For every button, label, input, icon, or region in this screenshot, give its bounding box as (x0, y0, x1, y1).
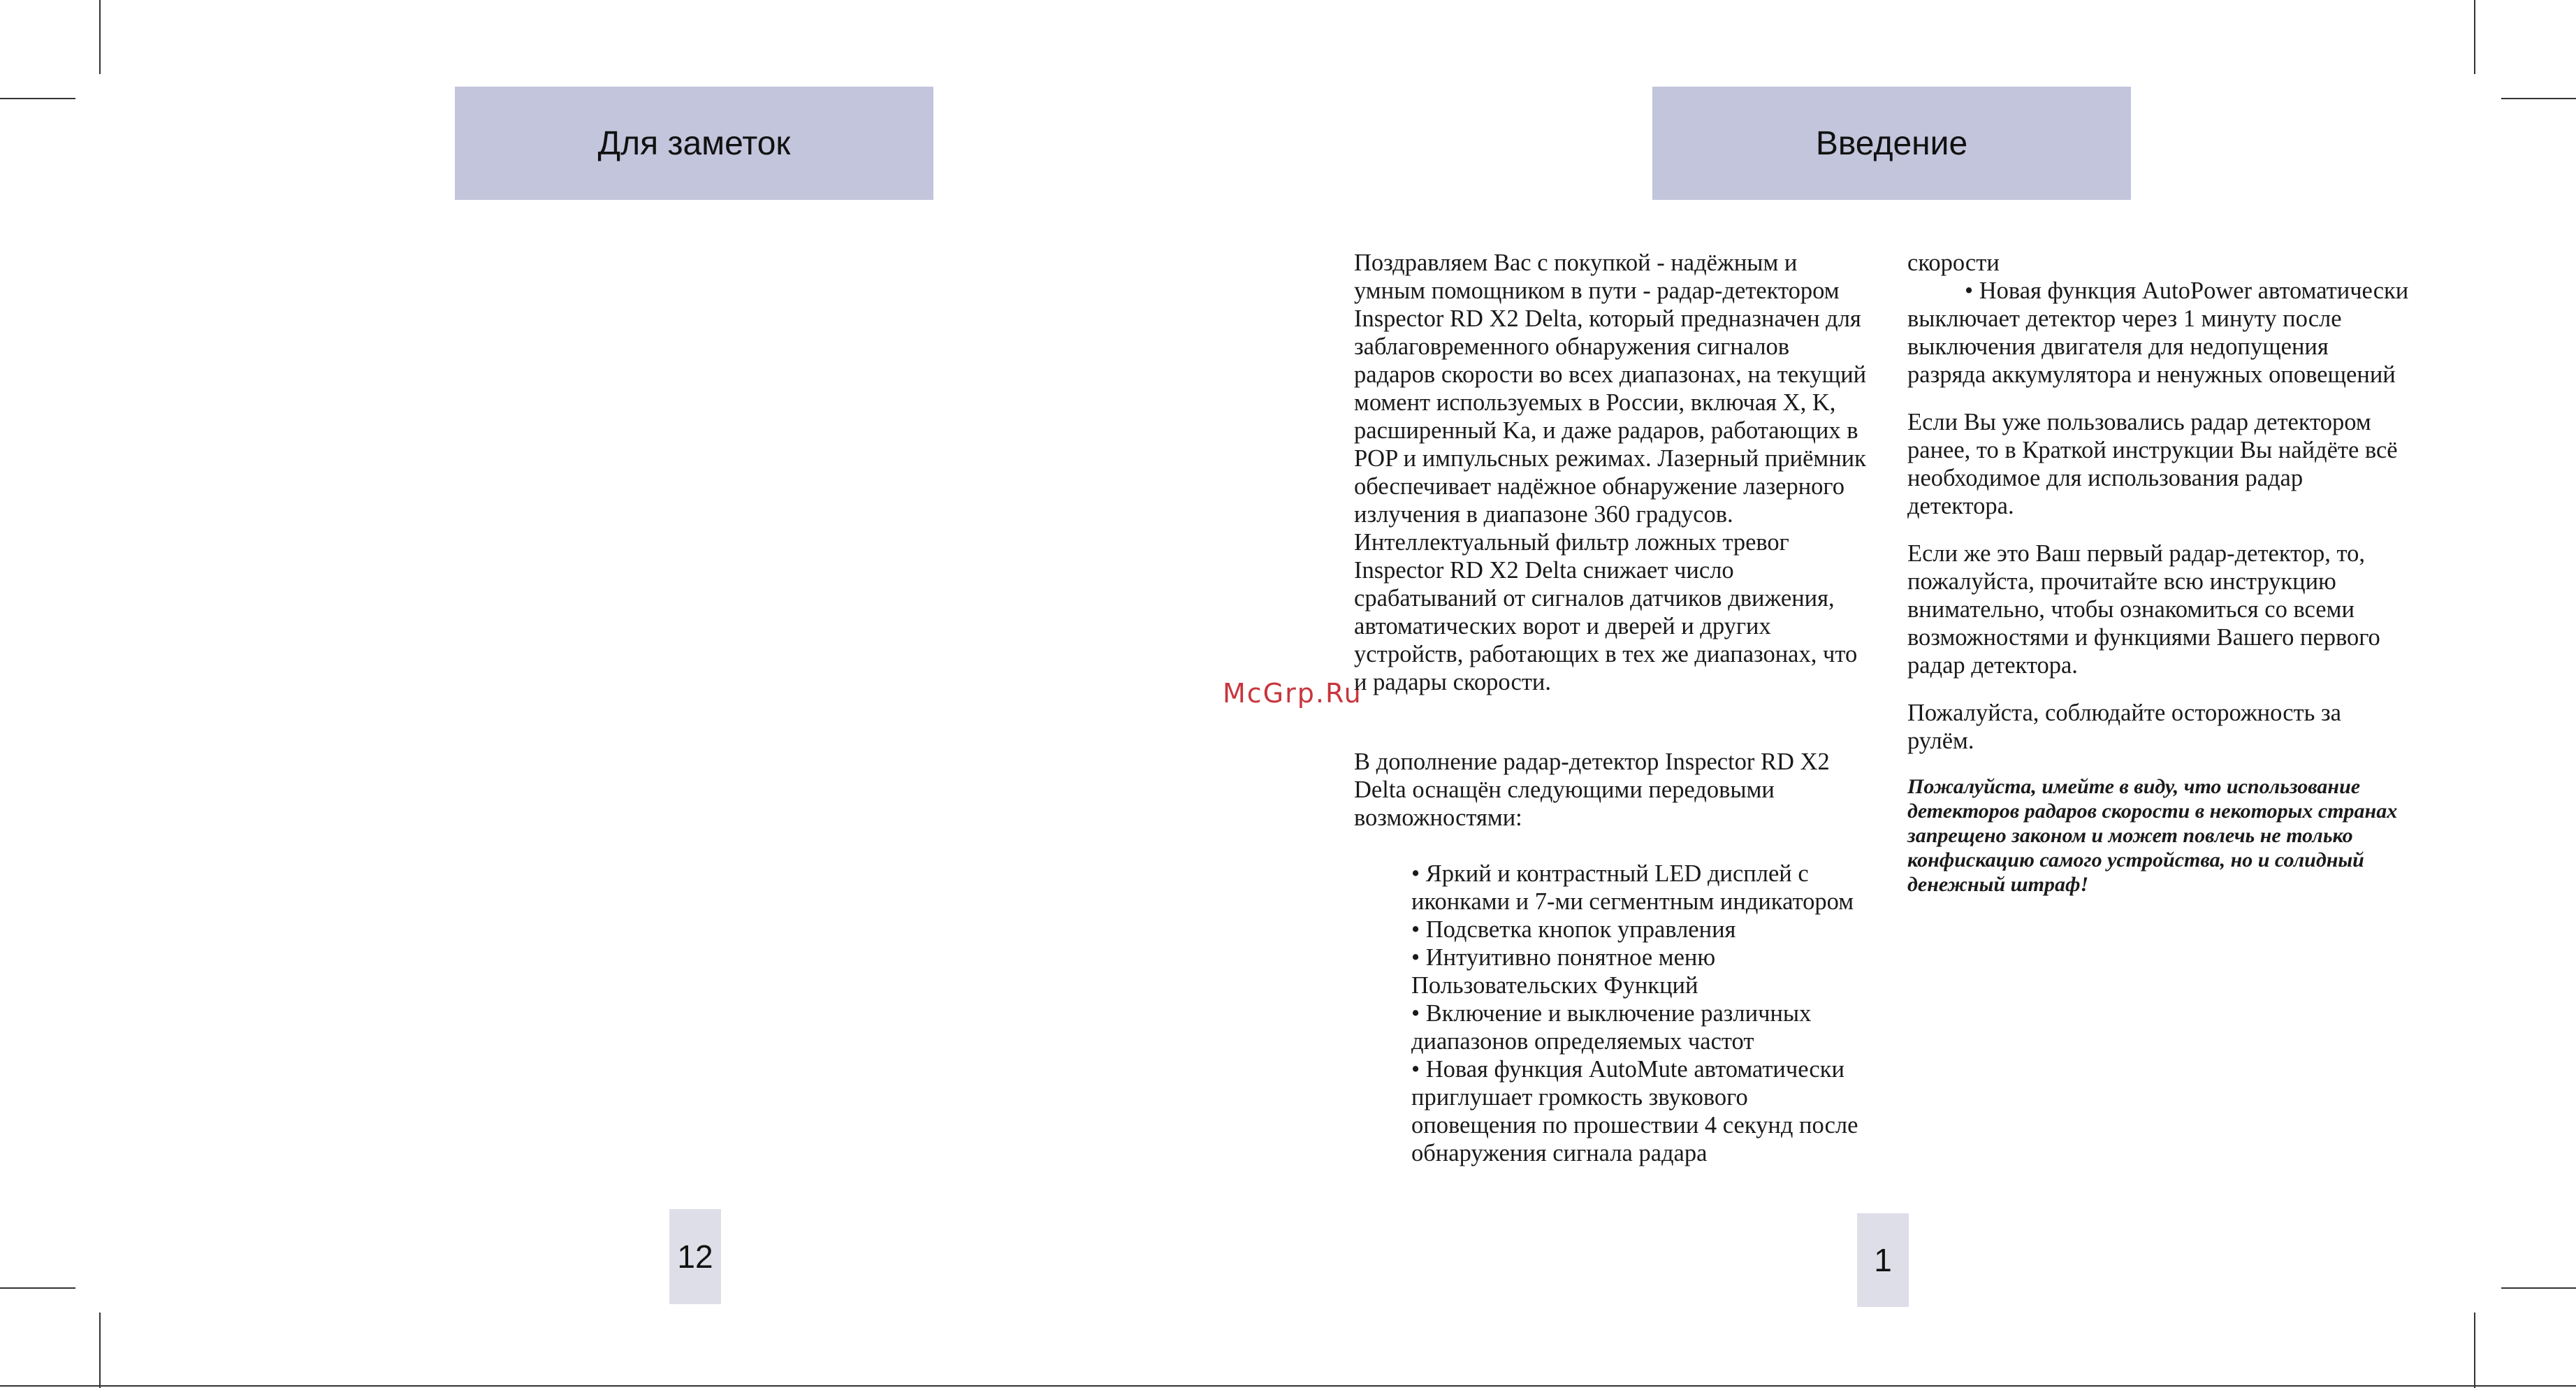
features-intro-paragraph: В дополнение радар-детектор Inspector RD X2 Delta оснащён следующими передовыми возможностями: (1354, 749, 1830, 831)
crop-mark-top-right-horizontal (2501, 98, 2576, 99)
crop-mark-bottom-left-vertical (99, 1313, 101, 1388)
left-page-header: Для заметок (455, 87, 933, 200)
right-page-column-1 (1354, 249, 1875, 1167)
feature-item: • Яркий и контрастный LED дисплей с иконками и 7-ми сегментным индикатором (1411, 860, 1875, 916)
crop-mark-bottom-right-horizontal (2501, 1287, 2576, 1289)
page-bottom-rule (0, 1385, 2576, 1387)
careful-paragraph: Пожалуйста, соблюдайте осторожность за рулём. (1907, 700, 2341, 754)
right-page-header: Введение (1652, 87, 2131, 200)
crop-mark-bottom-right-vertical (2474, 1313, 2475, 1388)
crop-mark-top-left-vertical (99, 0, 101, 74)
features-list (1411, 860, 1875, 1167)
feature-item: • Новая функция AutoMute автоматически приглушает громкость звукового оповещения по прошествии 4 секунд после обнаружения сигнала радара (1411, 1055, 1875, 1167)
crop-mark-top-right-vertical (2474, 0, 2475, 74)
used-before-paragraph: Если Вы уже пользовались радар детектором ранее, то в Краткой инструкции Вы найдёте всё необходимое для использования радар детектора. (1907, 409, 2398, 519)
feature-item: • Интуитивно понятное меню Пользовательских Функций (1411, 944, 1875, 999)
feature-item: • Подсветка кнопок управления (1411, 916, 1875, 944)
crop-mark-bottom-left-horizontal (0, 1287, 75, 1289)
first-time-paragraph: Если же это Ваш первый радар-детектор, то, пожалуйста, прочитайте всю инструкцию внимательно, чтобы ознакомиться со всеми возможностями и функциями Вашего первого радар детектора. (1907, 540, 2380, 679)
autopower-feature: • Новая функция AutoPower автоматически выключает детектор через 1 минуту после выключения двигателя для недопущения разряда аккумулятора и ненужных оповещений (1907, 277, 2409, 388)
right-page-number: 1 (1857, 1213, 1909, 1307)
legal-warning: Пожалуйста, имейте в виду, что использование детекторов радаров скорости в некоторых странах запрещено законом и может повлечь не только конфискацию самого устройства, но и солидный денежный штраф! (1907, 775, 2398, 896)
watermark: McGrp.Ru (1223, 678, 1362, 709)
left-page-number: 12 (669, 1209, 721, 1304)
intro-paragraph: Поздравляем Вас с покупкой - надёжным и умным помощником в пути - радар-детектором Inspector RD X2 Delta, который предназначен для заблаговременного обнаружения сигналов радаров скорости во всех диапазонах, на текущий момент используемых в России, включая X, K, расширенный Ka, и даже радаров, работающих в POP и импульсных режимах. Лазерный приёмник обеспечивает надёжное обнаружение лазерного излучения в диапазоне 360 градусов. Интеллектуальный фильтр ложных тревог Inspector RD X2 Delta снижает число срабатываний от сигналов датчиков движения, автоматических ворот и дверей и других устройств, работающих в тех же диапазонах, что и радары скорости. (1354, 250, 1867, 695)
right-page-column-2 (1907, 249, 2410, 897)
crop-mark-top-left-horizontal (0, 98, 75, 99)
continuation-text: скорости (1907, 250, 2000, 276)
feature-item: • Включение и выключение различных диапазонов определяемых частот (1411, 999, 1875, 1055)
